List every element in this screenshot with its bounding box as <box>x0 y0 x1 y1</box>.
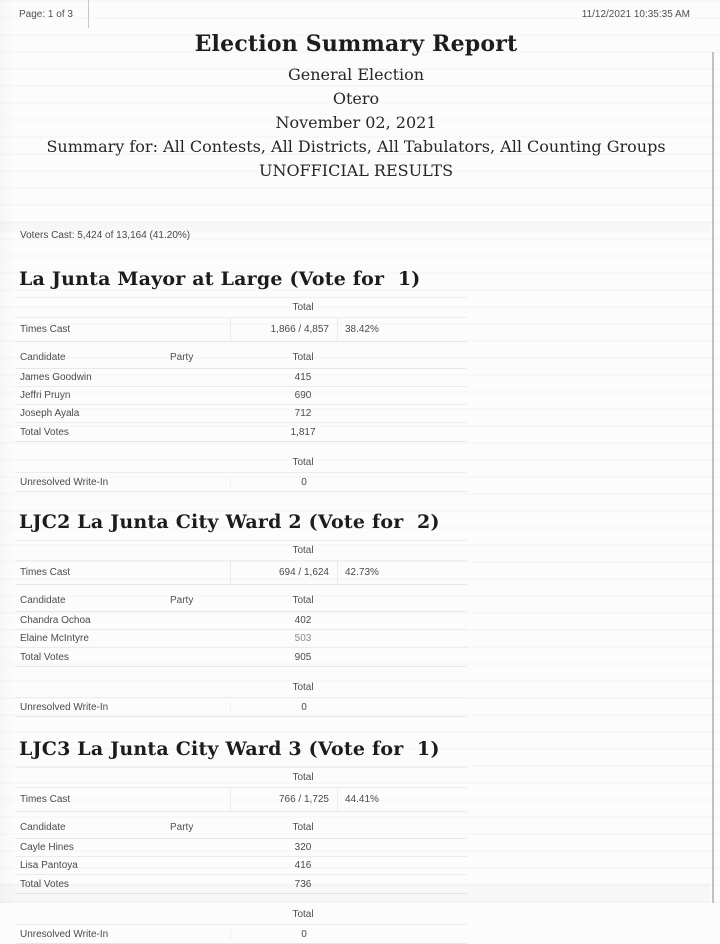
candidate-name: Jeffri Pruyn <box>20 390 71 401</box>
times-cast-percent: 42.73% <box>337 561 467 584</box>
times-cast-label: Times Cast <box>20 794 71 805</box>
report-datetime: 11/12/2021 10:35:35 AM <box>581 9 690 20</box>
times-cast-ratio: 694 / 1,624 <box>230 561 337 584</box>
candidate-total: 416 <box>294 860 312 871</box>
scan-edge-line <box>712 52 714 903</box>
unresolved-writein-value: 0 <box>230 929 377 940</box>
subtitle-summary-scope: Summary for: All Contests, All Districts, All Tabulators, All Counting Groups <box>46 137 666 156</box>
candidate-name: Joseph Ayala <box>20 408 80 419</box>
total-column-header: Total <box>292 822 314 833</box>
candidate-name: Lisa Pantoya <box>20 860 78 871</box>
candidate-header-row <box>15 817 467 839</box>
scan-artifact-line <box>88 0 89 28</box>
subtitle-date: November 02, 2021 <box>275 113 437 132</box>
candidate-total: 320 <box>294 842 312 853</box>
total-header-row <box>15 298 467 318</box>
candidate-row <box>15 857 467 875</box>
party-column-header: Party <box>170 822 194 833</box>
candidate-total: 503 <box>294 633 312 644</box>
candidate-total: 712 <box>294 408 312 419</box>
times-cast-ratio: 1,866 / 4,857 <box>230 318 337 341</box>
subtitle-county: Otero <box>332 89 380 108</box>
candidate-name: Elaine McIntyre <box>20 633 89 644</box>
total-column-header: Total <box>292 302 314 313</box>
candidate-name: Cayle Hines <box>20 842 74 853</box>
candidate-total: 415 <box>294 372 312 383</box>
total-column-header: Total <box>292 772 314 783</box>
unresolved-writein-value: 0 <box>230 702 377 713</box>
unresolved-writein-label: Unresolved Write-In <box>20 476 109 488</box>
total-votes-row <box>15 648 467 667</box>
candidate-row <box>15 387 467 405</box>
candidate-column-header: Candidate <box>20 595 66 606</box>
table-spacer <box>15 442 467 453</box>
candidate-total: 690 <box>294 390 312 401</box>
page-header <box>0 0 720 20</box>
candidate-column-header: Candidate <box>20 352 66 363</box>
candidate-header-row <box>15 590 467 612</box>
contest-table <box>15 297 467 492</box>
total-header-row <box>15 453 467 473</box>
total-votes-value: 736 <box>294 878 312 890</box>
total-votes-value: 905 <box>294 651 312 663</box>
party-column-header: Party <box>170 595 194 606</box>
contest-heading: La Junta Mayor at Large (Vote for 1) <box>19 268 421 290</box>
total-votes-value: 1,817 <box>290 426 316 438</box>
report-subtitles <box>0 63 712 183</box>
candidate-row <box>15 369 467 387</box>
scan-band <box>0 884 710 903</box>
contest-table <box>15 767 467 944</box>
total-votes-label: Total Votes <box>20 426 69 438</box>
candidate-row <box>15 839 467 857</box>
total-column-header: Total <box>292 352 314 363</box>
candidate-row <box>15 630 467 648</box>
table-spacer <box>15 667 467 678</box>
unresolved-writein-row <box>15 473 467 492</box>
contest-heading: LJC2 La Junta City Ward 2 (Vote for 2) <box>19 511 440 533</box>
candidate-name: James Goodwin <box>20 372 92 383</box>
total-votes-row <box>15 423 467 442</box>
times-cast-percent: 44.41% <box>337 788 467 811</box>
total-column-header: Total <box>292 595 314 606</box>
total-header-row <box>15 905 467 925</box>
candidate-row <box>15 612 467 630</box>
total-votes-label: Total Votes <box>20 651 69 663</box>
total-header-row <box>15 541 467 561</box>
candidate-row <box>15 405 467 423</box>
unresolved-writein-label: Unresolved Write-In <box>20 701 109 713</box>
total-column-header: Total <box>292 545 314 556</box>
total-header-row <box>15 678 467 698</box>
candidate-total: 402 <box>294 615 312 626</box>
candidate-header-row <box>15 347 467 369</box>
times-cast-label: Times Cast <box>20 567 71 578</box>
times-cast-percent: 38.42% <box>337 318 467 341</box>
contest-table <box>15 540 467 717</box>
candidate-column-header: Candidate <box>20 822 66 833</box>
unresolved-writein-label: Unresolved Write-In <box>20 928 109 940</box>
page-number-label: Page: 1 of 3 <box>19 9 73 20</box>
subtitle-unofficial: UNOFFICIAL RESULTS <box>258 161 454 180</box>
total-column-header: Total <box>292 909 314 920</box>
subtitle-election-name: General Election <box>287 65 425 84</box>
times-cast-row <box>15 561 467 585</box>
unresolved-writein-value: 0 <box>230 477 377 488</box>
candidate-name: Chandra Ochoa <box>20 615 91 626</box>
times-cast-row <box>15 318 467 342</box>
contest-heading: LJC3 La Junta City Ward 3 (Vote for 1) <box>19 738 440 760</box>
times-cast-row <box>15 788 467 812</box>
scan-band <box>0 222 710 232</box>
times-cast-label: Times Cast <box>20 324 71 335</box>
times-cast-ratio: 766 / 1,725 <box>230 788 337 811</box>
unresolved-writein-row <box>15 925 467 944</box>
unresolved-writein-row <box>15 698 467 717</box>
party-column-header: Party <box>170 352 194 363</box>
total-column-header: Total <box>292 457 314 468</box>
report-title: Election Summary Report <box>194 31 518 57</box>
total-header-row <box>15 768 467 788</box>
voters-cast-line: Voters Cast: 5,424 of 13,164 (41.20%) <box>20 230 191 241</box>
total-votes-label: Total Votes <box>20 878 69 890</box>
total-column-header: Total <box>292 682 314 693</box>
